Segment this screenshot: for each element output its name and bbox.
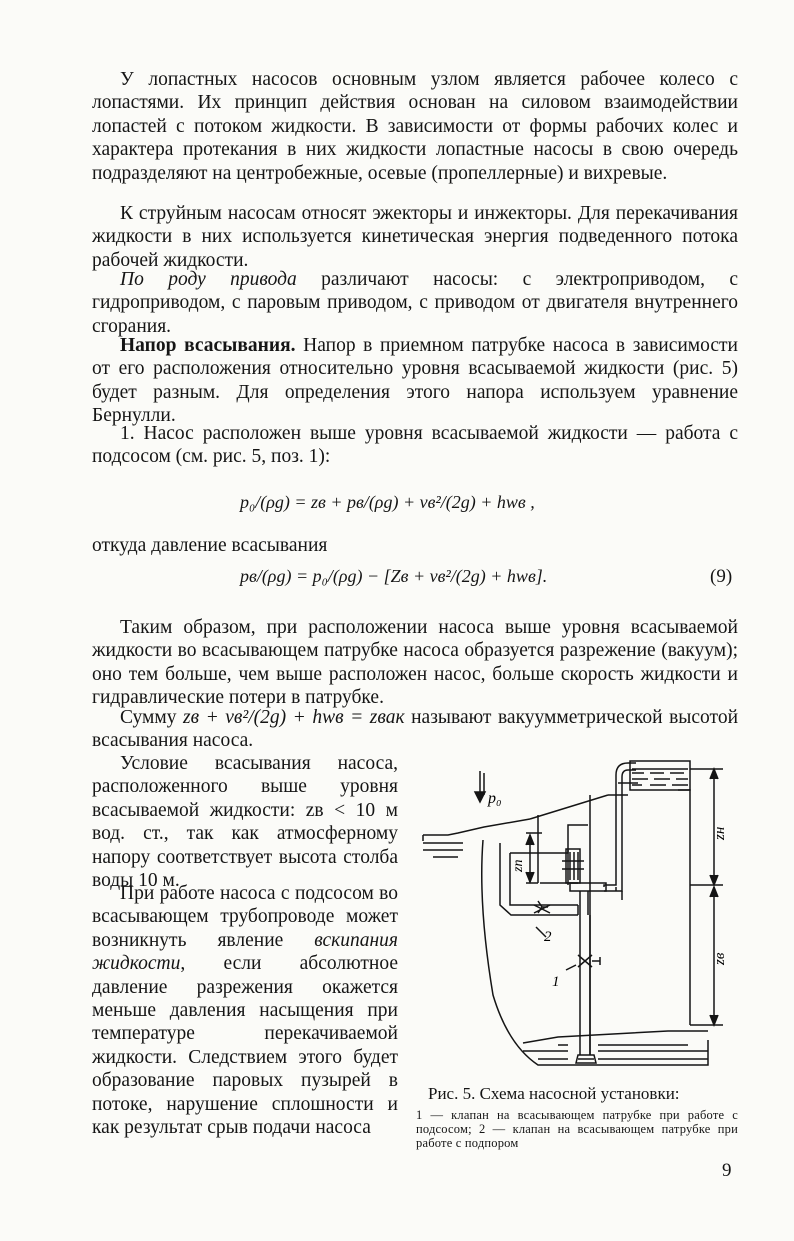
suction-tank-wall: [423, 819, 530, 835]
paragraph-vacuum-height: Сумму zв + vв²/(2g) + hwв = zвак называют вакуумметрической высотой всасывания насоса.: [92, 707, 739, 752]
formula-vacuum-height: zв + vв²/(2g) + hwв = zвак: [182, 707, 405, 728]
label-zv: zв: [712, 952, 728, 965]
paragraph-case-1: 1. Насос расположен выше уровня всасываемой жидкости — работа с подсосом (см. рис. 5, поз. 1):: [92, 423, 738, 468]
paragraph-vane-pumps: У лопастных насосов основным узлом является рабочее колесо с лопастями. Их принцип действия основан на силовом взаимодействии лопастей с потоком жидкости. В зависимости от формы рабочих колес и характера протекания в них жидкости лопастные насосы в свою очередь подразделяют на центробежные, осевые (пропеллерные) и вихревые.: [92, 69, 738, 184]
label-zn: zн: [712, 826, 728, 840]
figure-caption-title: Рис. 5. Схема насосной установки:: [428, 1084, 680, 1103]
label-valve-1: 1: [552, 974, 560, 990]
paragraph-cavitation: При работе насоса с подсосом во всасывающем трубопроводе может возникнуть явление вскипания жидкости, если абсолютное давление разрежения окажется меньше давления насыщения при температуре перекачиваемой жидкости. Следствием этого будет образование паровых пузырей в потоке, нарушение сплошности и как результат срыв подачи насоса: [92, 883, 398, 1139]
label-valve-2: 2: [544, 929, 552, 945]
formula-bernoulli: p₀/(ρg) = zв + pв/(ρg) + vв²/(2g) + hwв ,: [240, 492, 535, 512]
heading-suction-head: Напор всасывания.: [120, 335, 296, 356]
discharge-pipe: [604, 783, 622, 891]
formula-suction-pressure: pв/(ρg) = p₀/(ρg) − [Zв + vв²/(2g) + hwв].: [240, 566, 548, 586]
figure-caption-body: 1 — клапан на всасывающем патрубке при работе с подсосом; 2 — клапан на всасывающем патрубке при работе с подпором: [416, 1108, 738, 1150]
equation-number: (9): [710, 566, 733, 587]
page-number: 9: [722, 1160, 732, 1181]
paragraph-jet-pumps: К струйным насосам относят эжекторы и инжекторы. Для перекачивания жидкости в них используется кинетическая энергия подведенного потока рабочей жидкости.: [92, 203, 738, 271]
emphasis-boiling: вскипания жидкости: [92, 929, 398, 975]
paragraph-suction-condition: Условие всасывания насоса, расположенного выше уровня всасываемой жидкости: zв < 10 м вод. ст., так как атмосферному напору соответствует высота столба воды 10 м.: [92, 753, 398, 892]
paragraph-suction-head: Напор всасывания. Напор в приемном патрубке насоса в зависимости от его расположения относительно уровня всасываемой жидкости (рис. 5) будет разным. Для определения этого напора используем уравнение Бернулли.: [92, 335, 738, 427]
paragraph-whence: откуда давление всасывания: [92, 535, 328, 556]
label-p0: p₀: [488, 790, 502, 807]
pump-body: [570, 883, 606, 891]
pump-installation-diagram: [418, 755, 738, 1075]
label-zp: zп: [511, 859, 526, 872]
paragraph-drive-type: По роду привода различают насосы: с электроприводом, с гидроприводом, с паровым приводом, с приводом от двигателя внутреннего сгорания.: [92, 269, 739, 337]
paragraph-vacuum: Таким образом, при расположении насоса выше уровня всасываемой жидкости во всасывающем патрубке насоса образуется разрежение (вакуум); оно тем больше, чем выше расположен насос, больше скорость жидкости и гидравлические потери в патрубке.: [92, 617, 738, 709]
emphasis-drive-type: По роду привода: [120, 269, 297, 290]
